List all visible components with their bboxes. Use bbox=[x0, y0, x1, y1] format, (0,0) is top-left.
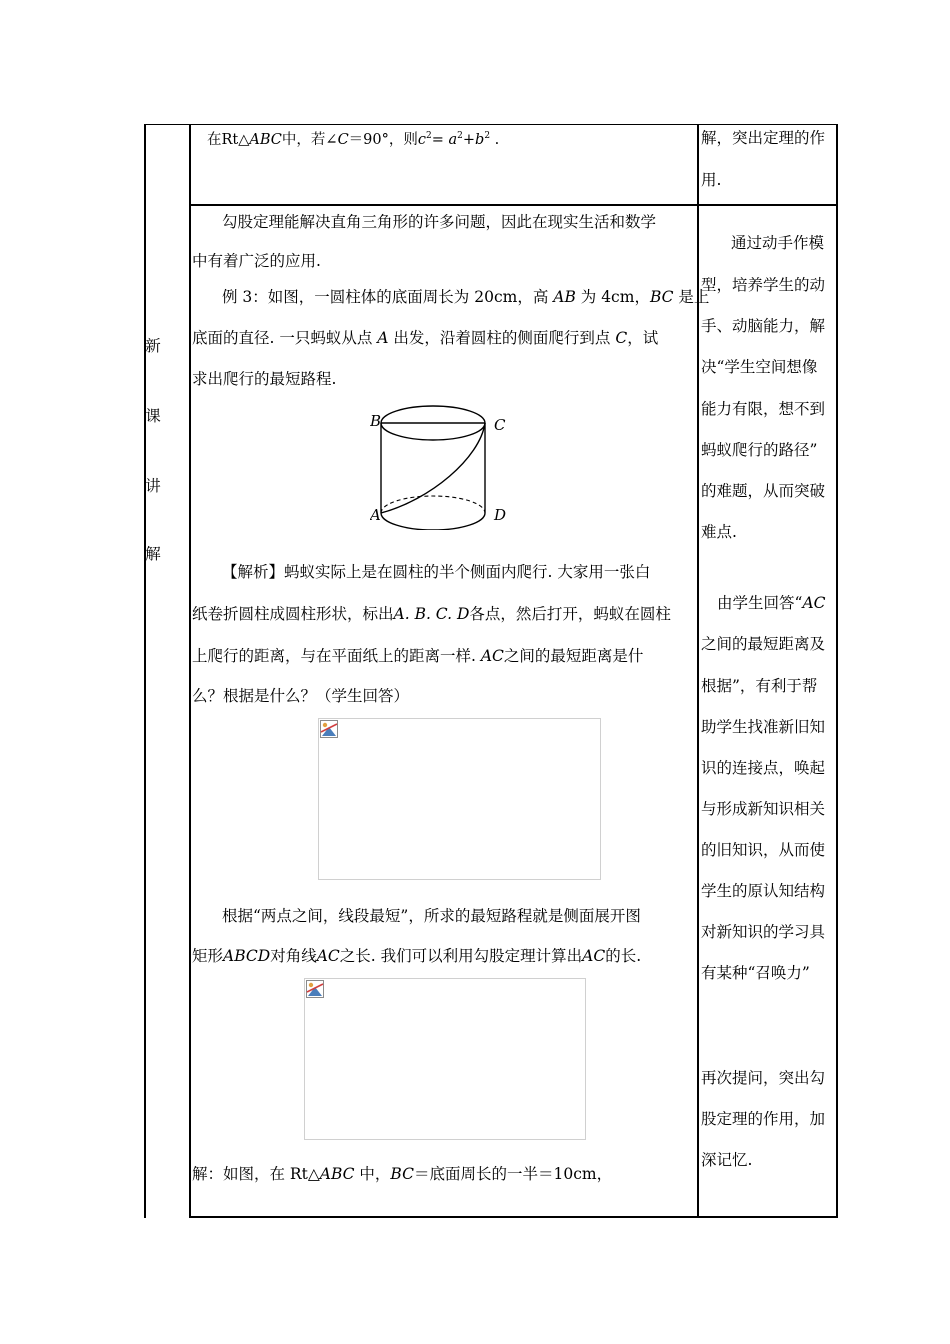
note-block2-line-4: 助学生找准新旧知 bbox=[701, 718, 826, 736]
note-block2-line-5: 识的连接点，唤起 bbox=[701, 759, 826, 777]
reason-line-1: 根据“两点之间，线段最短”，所求的最短路程就是侧面展开图 bbox=[222, 907, 641, 925]
broken-image-icon bbox=[320, 720, 338, 738]
note-block1-line-1: 通过动手作模 bbox=[731, 234, 825, 252]
note-block2-line-8: 学生的原认知结构 bbox=[701, 882, 826, 900]
note-block2-line-7: 的旧知识，从而使 bbox=[701, 841, 826, 859]
row1-note-line-1: 解，突出定理的作 bbox=[701, 129, 826, 147]
analysis-line-4: 么？根据是什么？（学生回答） bbox=[192, 687, 410, 705]
cylinder-figure bbox=[370, 398, 520, 530]
solution-line: 解：如图，在 Rt△ABC 中，BC＝底面周长的一半＝10cm， bbox=[192, 1165, 613, 1183]
point-a-label: A bbox=[370, 506, 381, 524]
row1-note-line-2: 用. bbox=[701, 171, 722, 189]
cylinder-bottom-front bbox=[381, 513, 485, 530]
side-label-char-2: 课 bbox=[145, 407, 161, 425]
analysis-line-1: 【解析】蚂蚁实际上是在圆柱的半个侧面内爬行. 大家用一张白 bbox=[222, 563, 651, 581]
unfolded-side-image-placeholder bbox=[318, 718, 601, 880]
table-bottom-border bbox=[189, 1216, 838, 1218]
note-block1-line-5: 能力有限，想不到 bbox=[701, 400, 826, 418]
pythagorean-theorem-statement: 在Rt△ABC中，若∠C＝90°，则$c^2= a^2+b^2$ . bbox=[207, 131, 500, 148]
analysis-line-3: 上爬行的距离，与在平面纸上的距离一样. AC之间的最短距离是什 bbox=[192, 647, 644, 665]
note-block1-line-3: 手、动脑能力，解 bbox=[701, 317, 826, 335]
note-block1-line-6: 蚂蚁爬行的路径” bbox=[701, 441, 818, 459]
point-c-label: C bbox=[494, 416, 506, 434]
note-block2-line-2: 之间的最短距离及 bbox=[701, 635, 826, 653]
side-label-char-4: 解 bbox=[145, 545, 161, 563]
table-right-border bbox=[836, 124, 838, 1218]
side-label-char-1: 新 bbox=[145, 337, 161, 355]
table-col-divider-1 bbox=[189, 124, 191, 1218]
point-b-label: B bbox=[370, 412, 382, 430]
example-line-1: 例 3：如图，一圆柱体的底面周长为 20cm，高 AB 为 4cm，BC 是上 bbox=[222, 288, 710, 306]
rectangle-abcd-image-placeholder bbox=[304, 978, 586, 1140]
note-block2-line-10: 有某种“召唤力” bbox=[701, 964, 810, 982]
point-d-label: D bbox=[494, 506, 507, 524]
note-block1-line-4: 决“学生空间想像 bbox=[701, 358, 818, 376]
note-block3-line-1: 再次提问，突出勾 bbox=[701, 1069, 826, 1087]
row-divider bbox=[189, 204, 838, 206]
analysis-line-2: 纸卷折圆柱成圆柱形状，标出A. B. C. D各点，然后打开，蚂蚁在圆柱 bbox=[192, 605, 671, 623]
example-line-3: 求出爬行的最短路程. bbox=[192, 370, 337, 388]
table-left-border bbox=[144, 124, 146, 1218]
note-block3-line-2: 股定理的作用，加 bbox=[701, 1110, 826, 1128]
note-block1-line-2: 型，培养学生的动 bbox=[701, 276, 826, 294]
ant-path-curve bbox=[381, 423, 485, 513]
intro-line-2: 中有着广泛的应用. bbox=[192, 252, 321, 270]
side-label-char-3: 讲 bbox=[145, 477, 161, 495]
note-block2-line-1: 由学生回答“AC bbox=[717, 594, 826, 612]
intro-line-1: 勾股定理能解决直角三角形的许多问题，因此在现实生活和数学 bbox=[222, 213, 657, 231]
note-block1-line-7: 的难题，从而突破 bbox=[701, 482, 826, 500]
note-block2-line-9: 对新知识的学习具 bbox=[701, 923, 826, 941]
example-line-2: 底面的直径. 一只蚂蚁从点 A 出发，沿着圆柱的侧面爬行到点 C，试 bbox=[192, 329, 659, 347]
note-block2-line-3: 根据”，有利于帮 bbox=[701, 677, 818, 695]
note-block1-line-8: 难点. bbox=[701, 523, 737, 541]
cylinder-bottom-back bbox=[381, 496, 485, 513]
note-block2-line-6: 与形成新知识相关 bbox=[701, 800, 826, 818]
reason-line-2: 矩形ABCD对角线AC之长. 我们可以利用勾股定理计算出AC的长. bbox=[192, 947, 642, 965]
broken-image-icon bbox=[306, 980, 324, 998]
table-top-border bbox=[144, 124, 838, 125]
note-block3-line-3: 深记忆. bbox=[701, 1151, 753, 1169]
